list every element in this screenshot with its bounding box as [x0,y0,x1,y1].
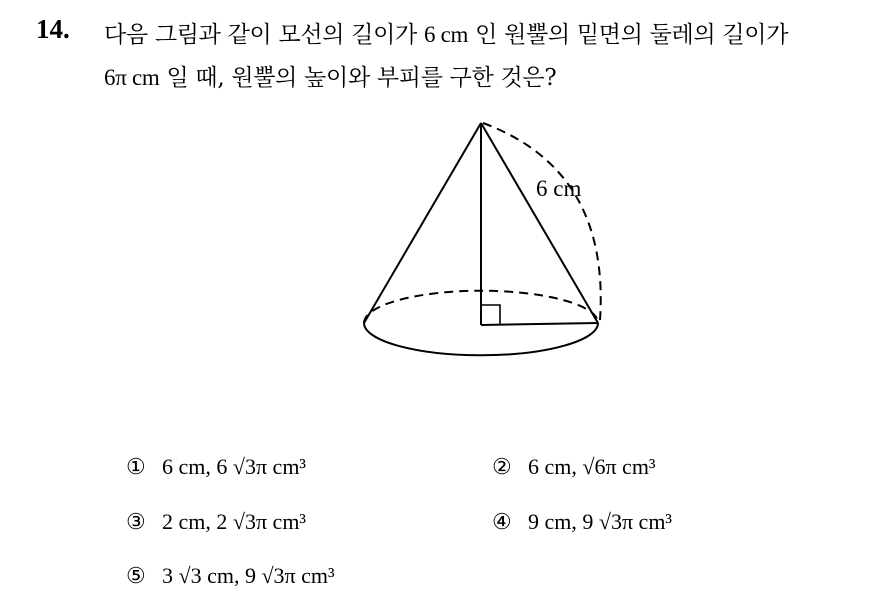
choice-mark: ④ [492,509,512,534]
choice-text: 6 cm, 6 √3π cm³ [162,454,307,479]
choice-mark: ③ [126,509,146,534]
question-text: 일 때, 원뿔의 높이와 부피를 구한 것은? [159,65,557,91]
choice-1[interactable] [126,454,306,480]
choice-mark: ② [492,454,512,479]
choice-text: 9 cm, 9 √3π cm³ [528,509,673,534]
choice-text: 3 √3 cm, 9 √3π cm³ [162,563,335,588]
slant-length-label: 6 cm [536,176,582,201]
question-number: 14. [36,14,70,44]
question-line-2 [104,59,556,92]
right-angle-mark [481,305,500,325]
choice-mark: ① [126,454,146,479]
slant-length-value: 6 cm [424,22,469,47]
choice-3[interactable] [126,509,306,535]
cone-figure [350,110,610,370]
choice-5[interactable] [126,563,335,589]
cone-base-front-edge [364,323,598,355]
question-line-1 [104,16,788,49]
cone-left-slant [364,123,481,323]
choice-text: 2 cm, 2 √3π cm³ [162,509,307,534]
choice-mark: ⑤ [126,563,146,588]
choice-2[interactable] [492,454,656,480]
choice-text: 6 cm, √6π cm³ [528,454,656,479]
cone-radius [481,323,598,325]
circumference-value: 6π cm [104,65,160,90]
question-text: 다음 그림과 같이 모선의 길이가 [104,22,424,48]
slant-length-arc [483,123,601,320]
question-text: 인 원뿔의 밑면의 둘레의 길이가 [468,22,789,48]
choice-4[interactable] [492,509,672,535]
